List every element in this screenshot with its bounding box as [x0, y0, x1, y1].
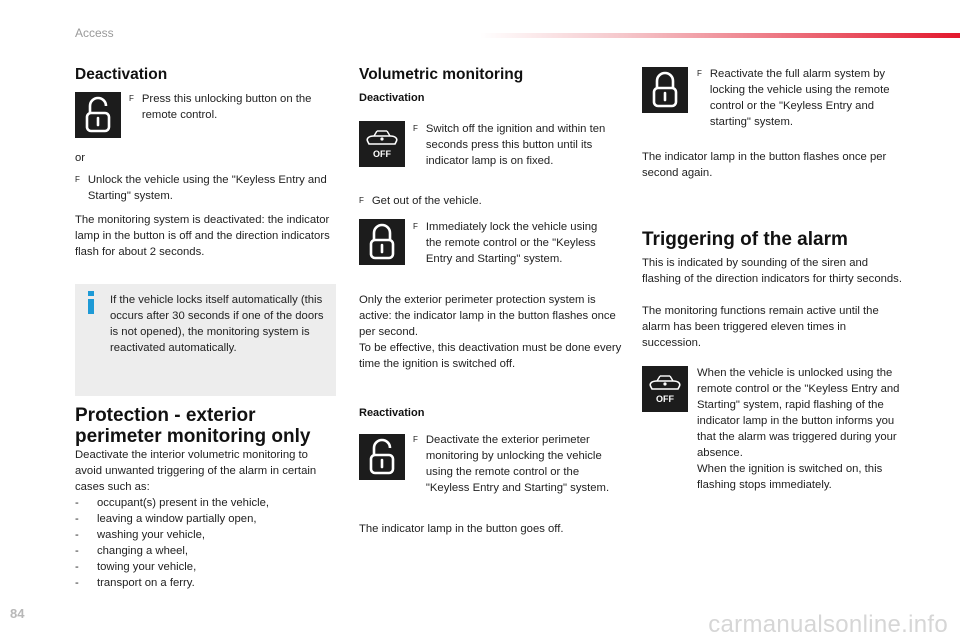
- unlock-alarm-note-1: When the vehicle is unlocked using the remote control or the "Keyless Entry and Starting" system, rapid flashing of the indicator lamp in the button informs you that the alarm was triggered during your absence.: [697, 367, 900, 459]
- locked-padlock-icon: [650, 71, 680, 109]
- bullet-marker: F: [359, 196, 364, 205]
- list-item: - changing a wheel,: [75, 545, 189, 557]
- bullet-marker: F: [413, 435, 418, 444]
- reactivation-subheading: Reactivation: [359, 407, 425, 419]
- lock-button-image-2: [642, 67, 688, 113]
- bullet-marker: F: [413, 124, 418, 133]
- volumetric-off-button-image: [359, 121, 405, 167]
- step-switch-off-press: [413, 121, 623, 169]
- bullet-marker: F: [75, 175, 80, 184]
- list-item: - leaving a window partially open,: [75, 513, 257, 525]
- info-icon: [86, 291, 96, 314]
- step-get-out: [359, 193, 621, 209]
- car-alarm-off-icon: [645, 370, 685, 408]
- flash-again-note: The indicator lamp in the button flashes once per second again.: [642, 151, 887, 179]
- step-reactivate-exterior: [413, 432, 623, 496]
- protection-heading-line1: Protection - exterior: [75, 405, 256, 426]
- list-item: - transport on a ferry.: [75, 577, 195, 589]
- bullet-marker: F: [413, 222, 418, 231]
- list-item: - occupant(s) present in the vehicle,: [75, 497, 270, 509]
- volumetric-deactivation-subheading: Deactivation: [359, 92, 425, 104]
- protection-intro: Deactivate the interior volumetric monitoring to avoid unwanted triggering of the alarm in certain cases such as:: [75, 449, 317, 493]
- protection-heading-line2: perimeter monitoring only: [75, 426, 311, 447]
- unlocked-padlock-icon: [83, 96, 113, 134]
- triggering-paragraph-2: The monitoring functions remain active until the alarm has been triggered eleven times in succession.: [642, 305, 879, 349]
- step-reactivate-full-text: Reactivate the full alarm system by locking the vehicle using the remote control or the "Keyless Entry and starting" system.: [709, 68, 890, 128]
- unlock-button-image-2: [359, 434, 405, 480]
- alarm-off-button-image: [642, 366, 688, 412]
- list-item: - washing your vehicle,: [75, 529, 206, 541]
- lamp-off-note: The indicator lamp in the button goes off.: [359, 523, 564, 535]
- car-alarm-off-icon: [362, 125, 402, 163]
- step-switch-off-press-text: Switch off the ignition and within ten seconds press this button until its indicator lamp is on fixed.: [425, 123, 606, 167]
- or-text: or: [75, 152, 86, 164]
- header-rule: [480, 33, 960, 38]
- svg-text:OFF: OFF: [373, 149, 391, 159]
- info-text: If the vehicle locks itself automatically (this occurs after 30 seconds if one of the doors is not opened), the monitoring system is reactivated automatically.: [110, 294, 324, 354]
- list-item: - towing your vehicle,: [75, 561, 197, 573]
- unlocked-padlock-icon: [367, 438, 397, 476]
- watermark-text: carmanualsonline.info: [708, 611, 948, 638]
- deactivated-paragraph: The monitoring system is deactivated: the indicator lamp in the button is off and the direction indicators flash for about 2 seconds.: [75, 214, 330, 258]
- step-reactivate-exterior-text: Deactivate the exterior perimeter monitoring by unlocking the vehicle using the remote control or the "Keyless Entry and Starting" system.: [425, 434, 610, 494]
- unlock-alarm-note-2: When the ignition is switched on, this flashing stops immediately.: [697, 463, 883, 491]
- step-press-unlock-text: Press this unlocking button on the remote control.: [141, 93, 312, 121]
- section-label: Access: [75, 26, 114, 40]
- step-lock-vehicle: [413, 219, 613, 267]
- step-keyless-unlock: [75, 172, 337, 204]
- bullet-marker: F: [129, 94, 134, 103]
- step-reactivate-full: [697, 66, 907, 130]
- locked-padlock-icon: [367, 223, 397, 261]
- step-get-out-text: Get out of the vehicle.: [371, 195, 482, 207]
- exterior-only-paragraph: Only the exterior perimeter protection system is active: the indicator lamp in the button flashes once per second.: [359, 294, 616, 338]
- step-lock-vehicle-text: Immediately lock the vehicle using the remote control or the "Keyless Entry and Starting" system.: [425, 221, 598, 265]
- svg-text:OFF: OFF: [656, 394, 674, 404]
- step-keyless-unlock-text: Unlock the vehicle using the "Keyless Entry and Starting" system.: [87, 174, 327, 202]
- step-press-unlock: [129, 91, 329, 123]
- triggering-paragraph-1: This is indicated by sounding of the siren and flashing of the direction indicators for thirty seconds.: [642, 257, 902, 285]
- cases-list: [75, 495, 337, 591]
- deactivation-heading: Deactivation: [75, 66, 168, 83]
- page-number: 84: [10, 606, 25, 621]
- deactivation-note-paragraph: To be effective, this deactivation must be done every time the ignition is switched off.: [359, 342, 622, 370]
- triggering-heading: Triggering of the alarm: [642, 229, 848, 250]
- volumetric-heading: Volumetric monitoring: [359, 66, 524, 83]
- bullet-marker: F: [697, 69, 702, 78]
- unlock-button-image: [75, 92, 121, 138]
- lock-button-image: [359, 219, 405, 265]
